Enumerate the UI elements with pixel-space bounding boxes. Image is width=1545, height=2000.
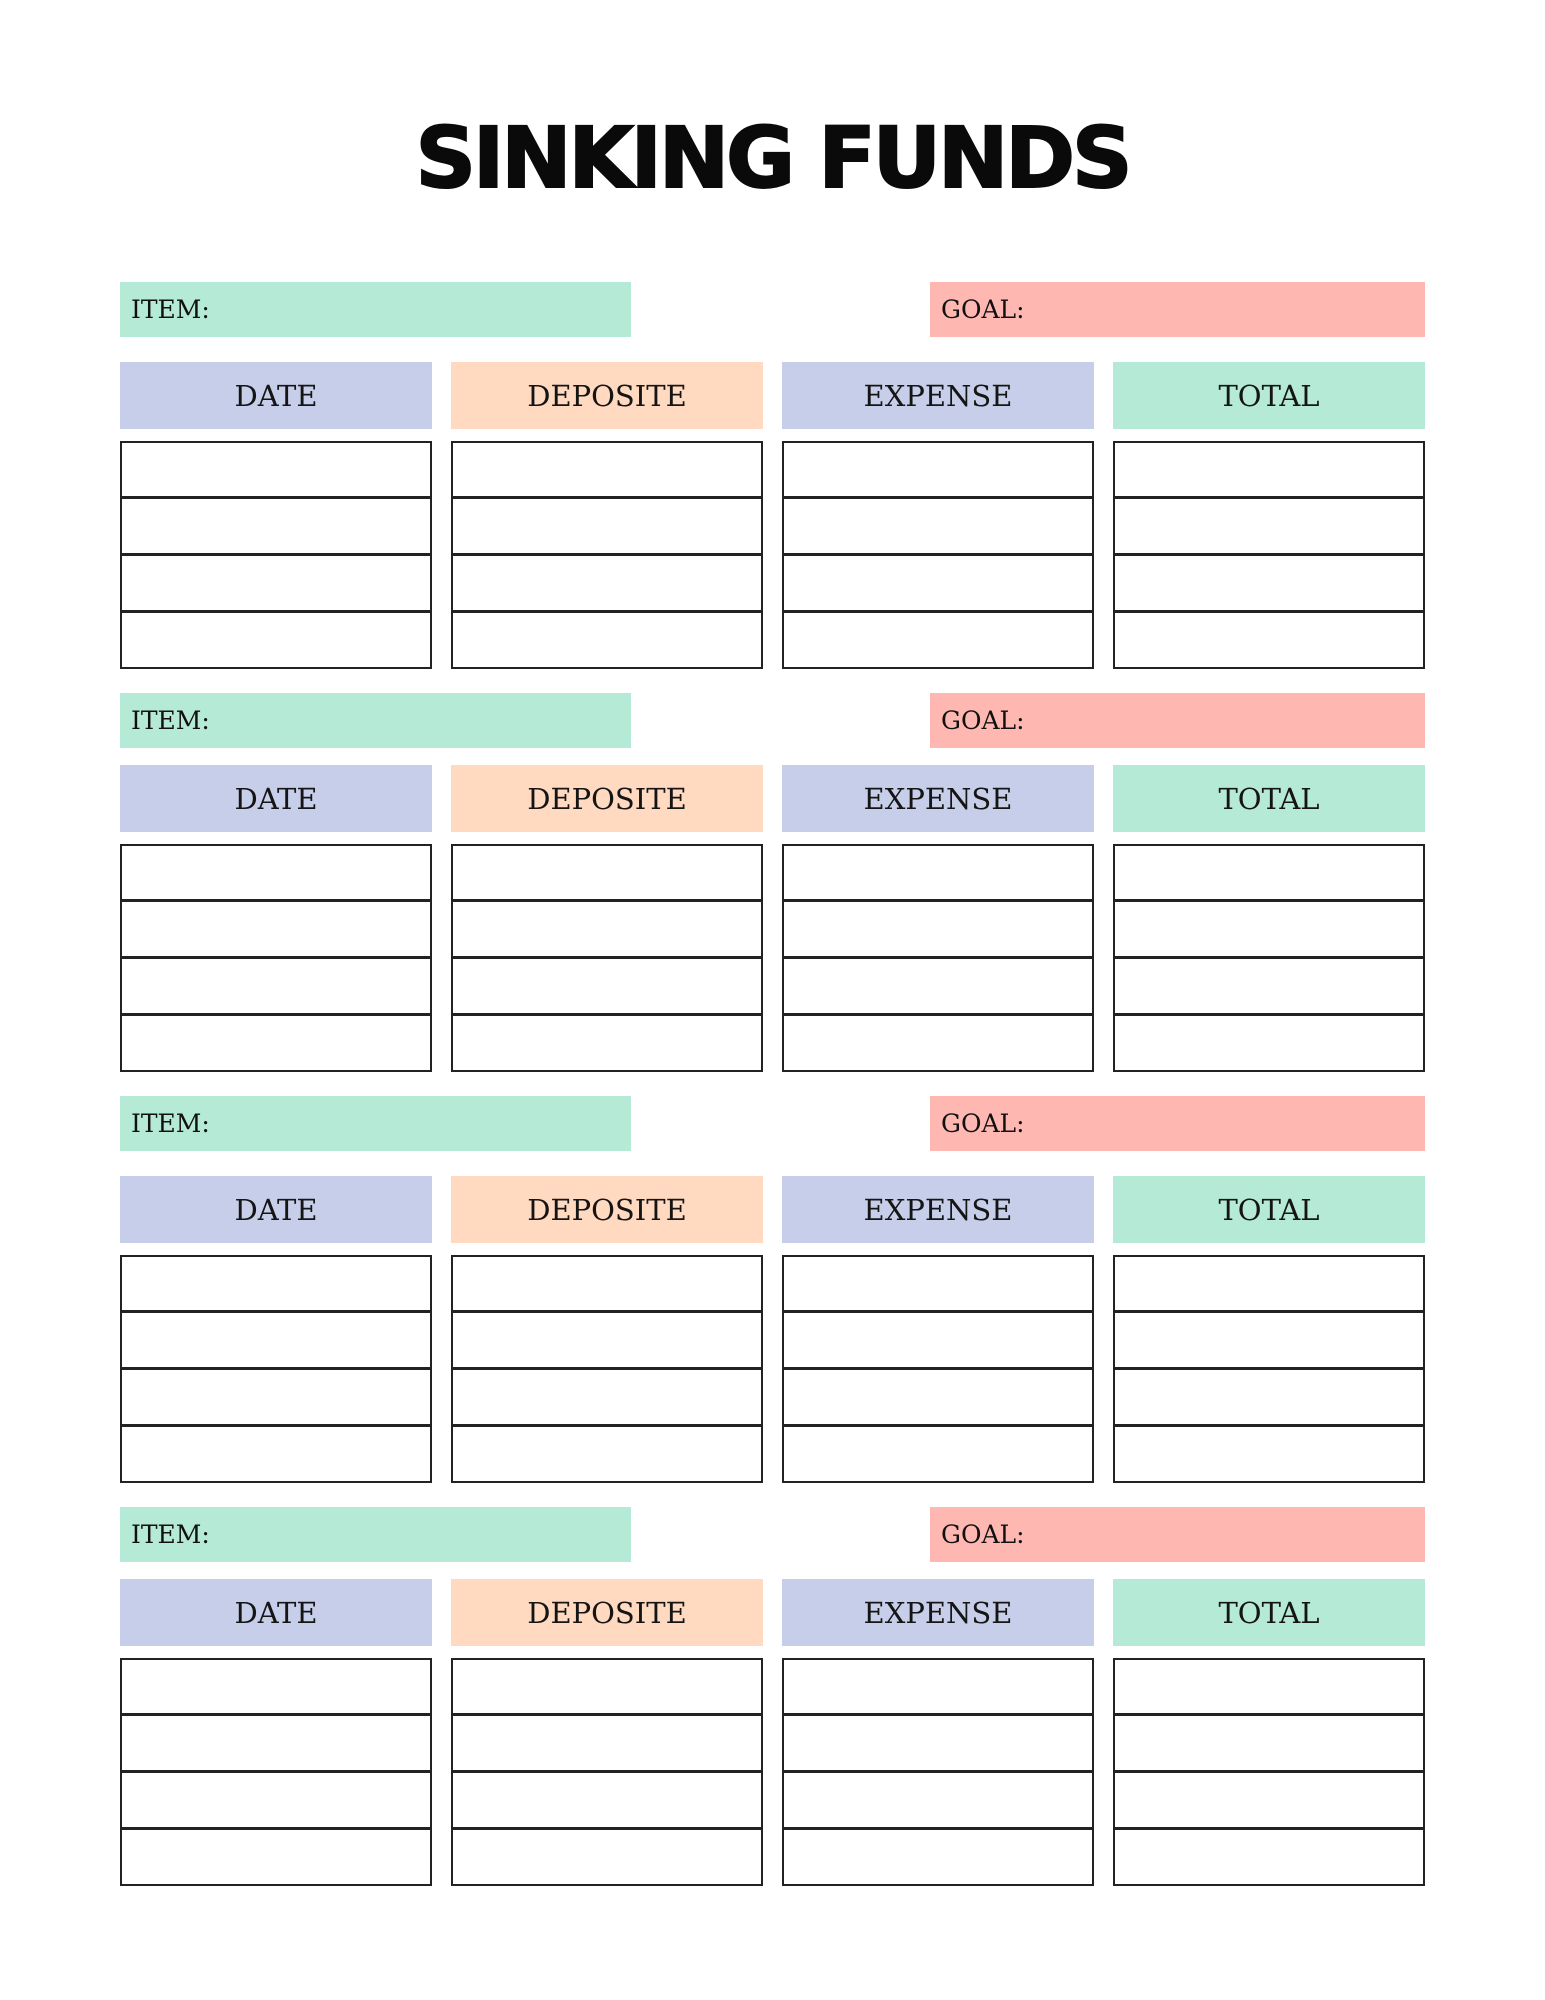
date-cell[interactable] bbox=[120, 441, 432, 498]
deposite-cell[interactable] bbox=[451, 1311, 763, 1369]
page-title: SINKING FUNDS bbox=[415, 109, 1130, 207]
item-field[interactable]: ITEM: bbox=[120, 693, 631, 748]
deposite-column bbox=[451, 362, 763, 669]
expense-header: EXPENSE bbox=[782, 765, 1094, 832]
expense-cell[interactable] bbox=[782, 900, 1094, 958]
total-header: TOTAL bbox=[1113, 1579, 1425, 1646]
date-column bbox=[120, 1176, 432, 1483]
date-cell[interactable] bbox=[120, 957, 432, 1015]
total-column bbox=[1113, 765, 1425, 1072]
date-column bbox=[120, 765, 432, 1072]
deposite-cell[interactable] bbox=[451, 1828, 763, 1886]
deposite-column bbox=[451, 1579, 763, 1886]
expense-header: EXPENSE bbox=[782, 1579, 1094, 1646]
total-cell[interactable] bbox=[1113, 1658, 1425, 1715]
date-cell[interactable] bbox=[120, 611, 432, 669]
deposite-column bbox=[451, 1176, 763, 1483]
fund-section-1 bbox=[120, 282, 1425, 667]
total-header: TOTAL bbox=[1113, 765, 1425, 832]
date-cell[interactable] bbox=[120, 1714, 432, 1772]
date-cell[interactable] bbox=[120, 1425, 432, 1483]
deposite-cell[interactable] bbox=[451, 1425, 763, 1483]
deposite-cell[interactable] bbox=[451, 1255, 763, 1312]
total-column bbox=[1113, 1176, 1425, 1483]
expense-cell[interactable] bbox=[782, 1658, 1094, 1715]
goal-field[interactable]: GOAL: bbox=[930, 693, 1425, 748]
goal-field[interactable]: GOAL: bbox=[930, 282, 1425, 337]
total-cell[interactable] bbox=[1113, 554, 1425, 612]
expense-column bbox=[782, 1176, 1094, 1483]
expense-cell[interactable] bbox=[782, 957, 1094, 1015]
expense-cell[interactable] bbox=[782, 554, 1094, 612]
deposite-header: DEPOSITE bbox=[451, 1579, 763, 1646]
date-cell[interactable] bbox=[120, 1828, 432, 1886]
date-header: DATE bbox=[120, 1579, 432, 1646]
total-cell[interactable] bbox=[1113, 441, 1425, 498]
expense-cell[interactable] bbox=[782, 497, 1094, 555]
date-cell[interactable] bbox=[120, 1658, 432, 1715]
deposite-cell[interactable] bbox=[451, 957, 763, 1015]
expense-cell[interactable] bbox=[782, 1425, 1094, 1483]
expense-cell[interactable] bbox=[782, 1828, 1094, 1886]
expense-cell[interactable] bbox=[782, 441, 1094, 498]
item-field[interactable]: ITEM: bbox=[120, 1096, 631, 1151]
total-cell[interactable] bbox=[1113, 1714, 1425, 1772]
expense-cell[interactable] bbox=[782, 611, 1094, 669]
fund-section-2 bbox=[120, 693, 1425, 1078]
fund-section-4 bbox=[120, 1507, 1425, 1892]
date-cell[interactable] bbox=[120, 497, 432, 555]
expense-column bbox=[782, 765, 1094, 1072]
total-cell[interactable] bbox=[1113, 1828, 1425, 1886]
expense-column bbox=[782, 1579, 1094, 1886]
item-field[interactable]: ITEM: bbox=[120, 1507, 631, 1562]
deposite-cell[interactable] bbox=[451, 441, 763, 498]
expense-header: EXPENSE bbox=[782, 362, 1094, 429]
deposite-header: DEPOSITE bbox=[451, 765, 763, 832]
deposite-cell[interactable] bbox=[451, 554, 763, 612]
date-cell[interactable] bbox=[120, 1771, 432, 1829]
date-cell[interactable] bbox=[120, 1255, 432, 1312]
total-cell[interactable] bbox=[1113, 1255, 1425, 1312]
date-cell[interactable] bbox=[120, 1014, 432, 1072]
date-header: DATE bbox=[120, 1176, 432, 1243]
date-cell[interactable] bbox=[120, 1368, 432, 1426]
deposite-cell[interactable] bbox=[451, 1714, 763, 1772]
deposite-header: DEPOSITE bbox=[451, 1176, 763, 1243]
total-header: TOTAL bbox=[1113, 1176, 1425, 1243]
date-header: DATE bbox=[120, 362, 432, 429]
expense-column bbox=[782, 362, 1094, 669]
deposite-column bbox=[451, 765, 763, 1072]
total-cell[interactable] bbox=[1113, 497, 1425, 555]
date-cell[interactable] bbox=[120, 554, 432, 612]
total-cell[interactable] bbox=[1113, 1771, 1425, 1829]
deposite-cell[interactable] bbox=[451, 1771, 763, 1829]
date-cell[interactable] bbox=[120, 844, 432, 901]
total-cell[interactable] bbox=[1113, 957, 1425, 1015]
date-column bbox=[120, 1579, 432, 1886]
expense-cell[interactable] bbox=[782, 1311, 1094, 1369]
deposite-cell[interactable] bbox=[451, 1658, 763, 1715]
expense-cell[interactable] bbox=[782, 1014, 1094, 1072]
item-field[interactable]: ITEM: bbox=[120, 282, 631, 337]
total-cell[interactable] bbox=[1113, 1368, 1425, 1426]
deposite-cell[interactable] bbox=[451, 900, 763, 958]
total-column bbox=[1113, 1579, 1425, 1886]
total-cell[interactable] bbox=[1113, 1425, 1425, 1483]
total-cell[interactable] bbox=[1113, 1311, 1425, 1369]
total-column bbox=[1113, 362, 1425, 669]
goal-field[interactable]: GOAL: bbox=[930, 1507, 1425, 1562]
total-cell[interactable] bbox=[1113, 1014, 1425, 1072]
date-header: DATE bbox=[120, 765, 432, 832]
date-column bbox=[120, 362, 432, 669]
deposite-cell[interactable] bbox=[451, 1368, 763, 1426]
expense-cell[interactable] bbox=[782, 1255, 1094, 1312]
date-cell[interactable] bbox=[120, 1311, 432, 1369]
date-cell[interactable] bbox=[120, 900, 432, 958]
expense-cell[interactable] bbox=[782, 1771, 1094, 1829]
expense-cell[interactable] bbox=[782, 1368, 1094, 1426]
deposite-cell[interactable] bbox=[451, 497, 763, 555]
goal-field[interactable]: GOAL: bbox=[930, 1096, 1425, 1151]
expense-header: EXPENSE bbox=[782, 1176, 1094, 1243]
deposite-header: DEPOSITE bbox=[451, 362, 763, 429]
expense-cell[interactable] bbox=[782, 844, 1094, 901]
expense-cell[interactable] bbox=[782, 1714, 1094, 1772]
total-cell[interactable] bbox=[1113, 900, 1425, 958]
deposite-cell[interactable] bbox=[451, 611, 763, 669]
fund-section-3 bbox=[120, 1096, 1425, 1481]
total-cell[interactable] bbox=[1113, 611, 1425, 669]
total-header: TOTAL bbox=[1113, 362, 1425, 429]
total-cell[interactable] bbox=[1113, 844, 1425, 901]
deposite-cell[interactable] bbox=[451, 844, 763, 901]
deposite-cell[interactable] bbox=[451, 1014, 763, 1072]
